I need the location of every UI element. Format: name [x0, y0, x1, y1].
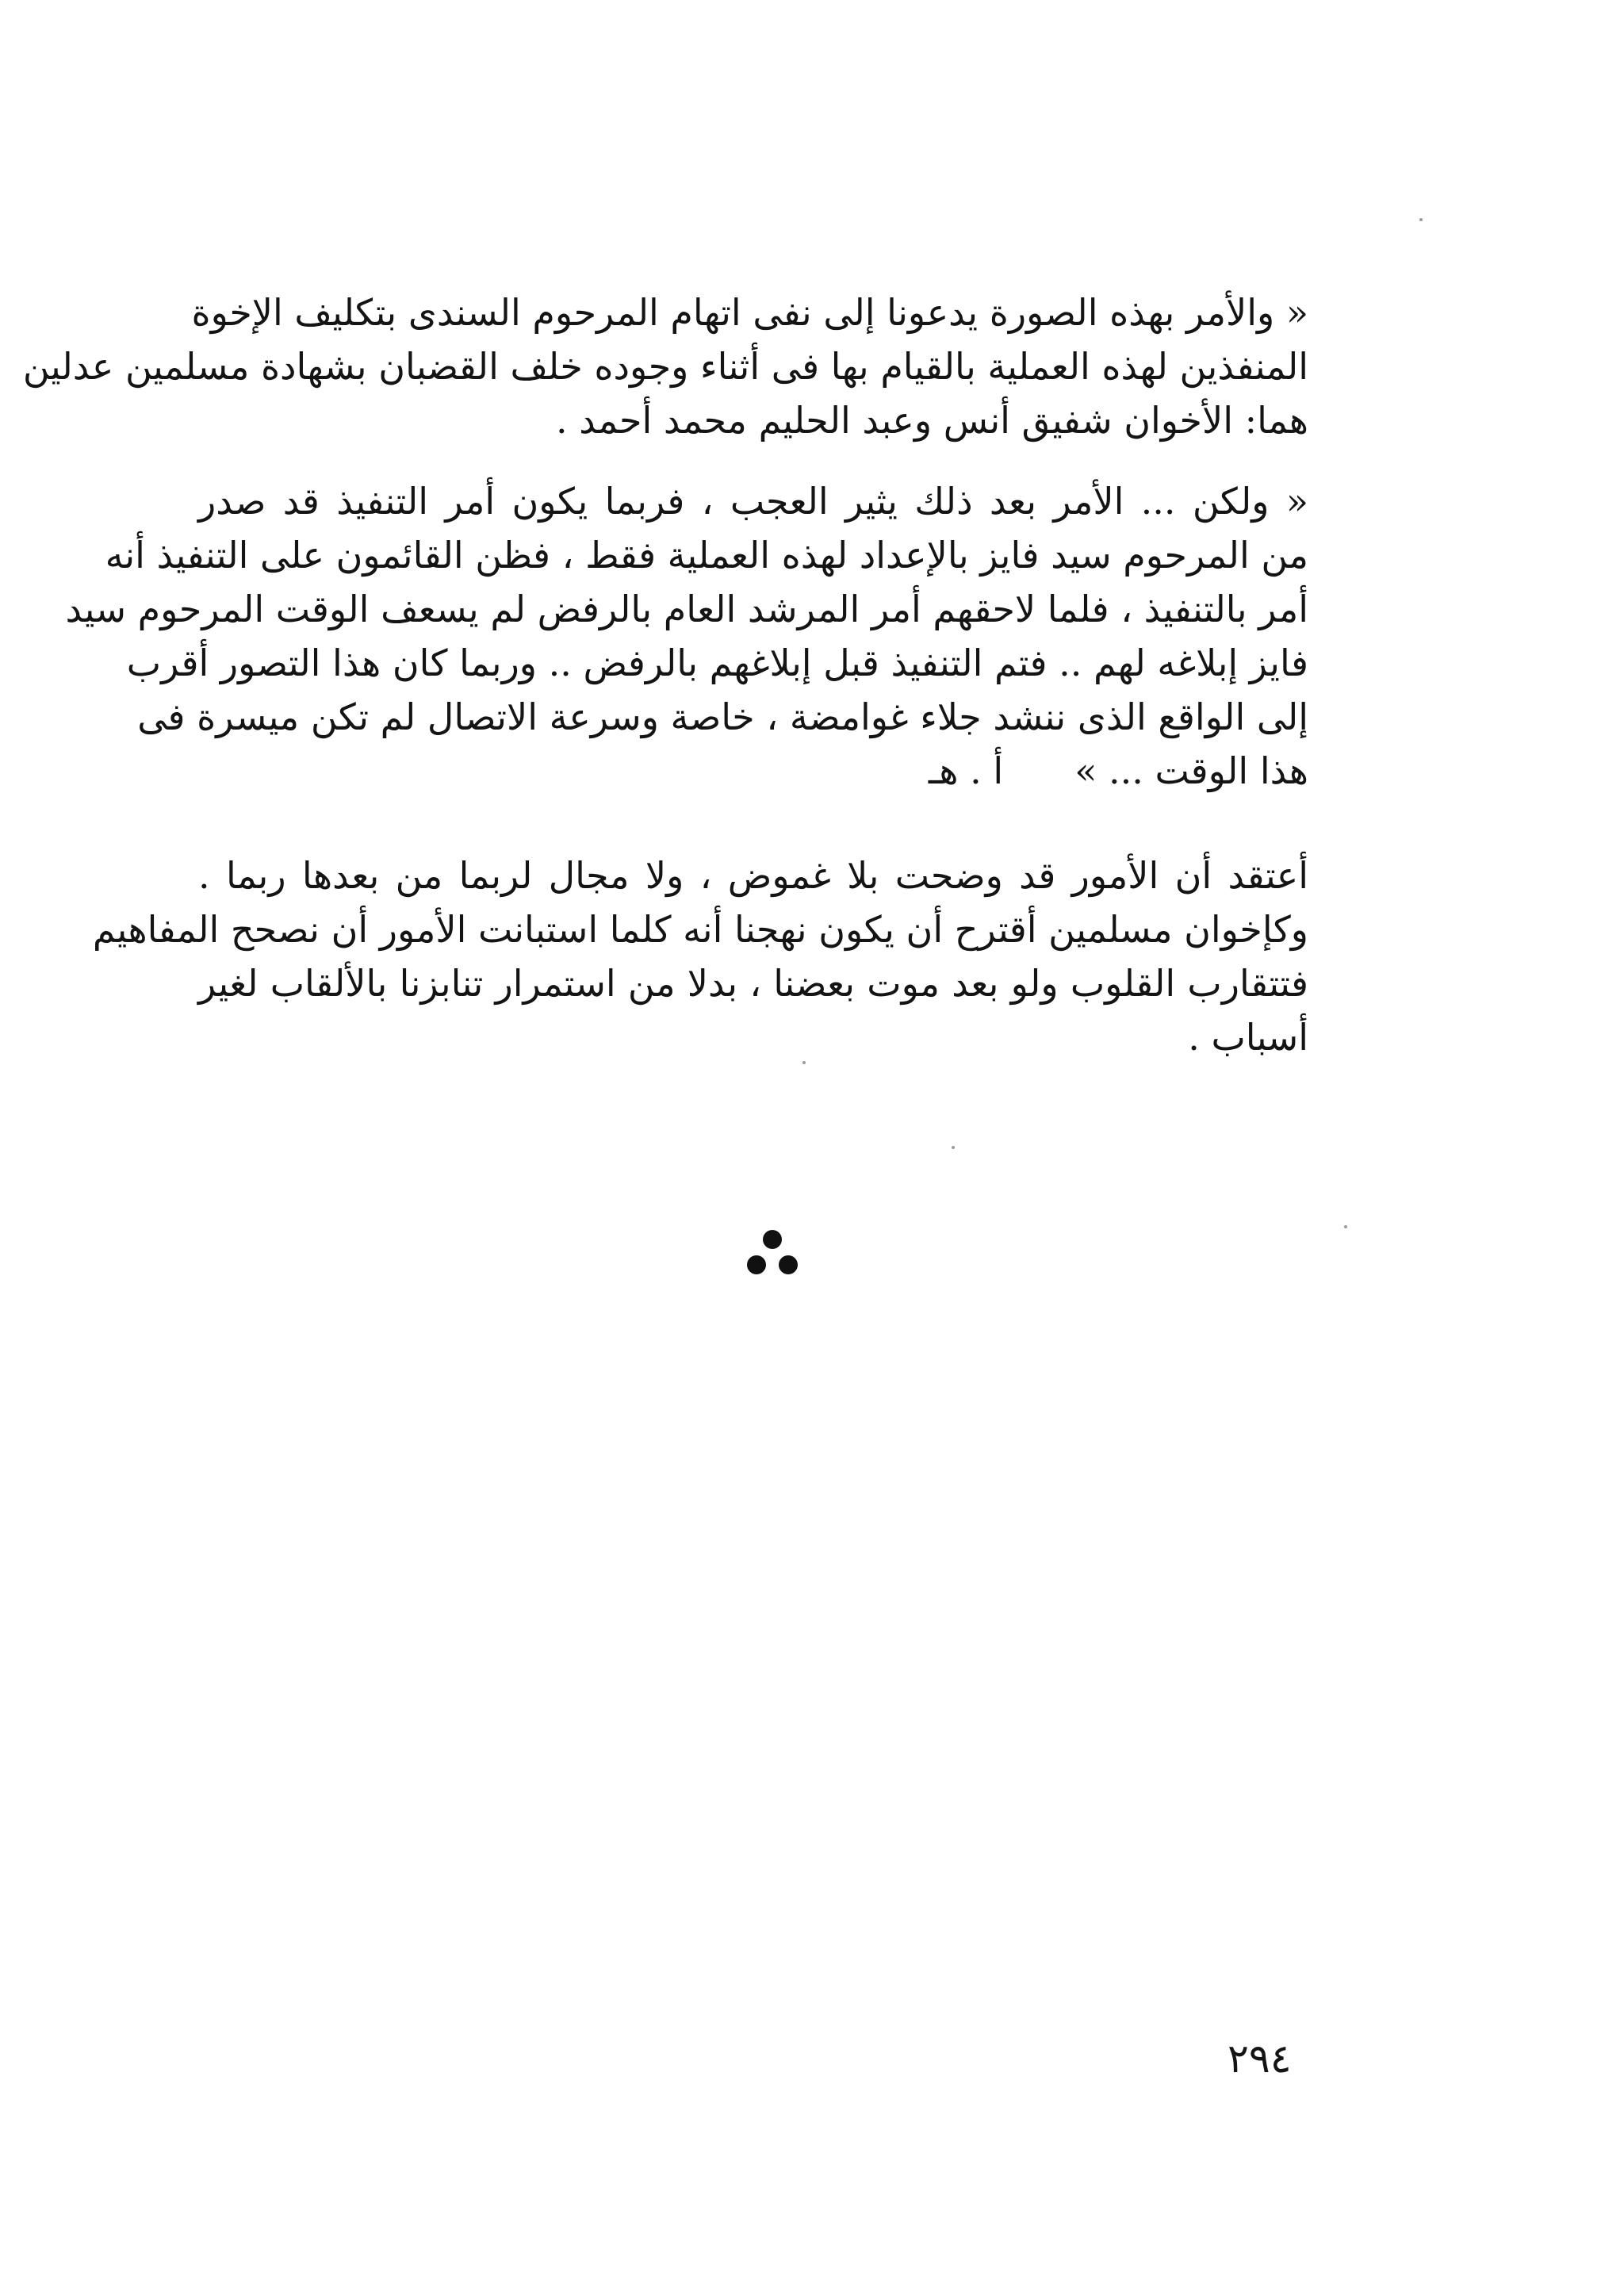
- text-line: أمر بالتنفيذ ، فلما لاحقهم أمر المرشد العام بالرفض لم يسعف الوقت المرحوم سيد: [65, 588, 1308, 630]
- quote-signoff: أ . هـ: [928, 749, 1004, 792]
- text-line: وكإخوان مسلمين أقترح أن يكون نهجنا أنه كلما استبانت الأمور أن نصحح المفاهيم: [92, 908, 1308, 951]
- text-line: إلى الواقع الذى ننشد جلاء غوامضة ، خاصة وسرعة الاتصال لم تكن ميسرة فى: [137, 695, 1308, 738]
- ornament-dot: [747, 1255, 766, 1274]
- quoted-paragraph-2: [65, 474, 1308, 798]
- ornament-dot: [763, 1230, 782, 1249]
- quote-closing-text: هذا الوقت ... »: [1074, 749, 1308, 792]
- text-line: فتتقارب القلوب ولو بعد موت بعضنا ، بدلا من استمرار تنابزنا بالألقاب لغير: [198, 962, 1308, 1005]
- scan-speck: [1419, 218, 1423, 221]
- text-line: أسباب .: [1188, 1016, 1308, 1059]
- scan-speck: [802, 1061, 806, 1064]
- quoted-paragraph-1: [22, 285, 1308, 447]
- text-line: فايز إبلاغه لهم .. فتم التنفيذ قبل إبلاغهم بالرفض .. وربما كان هذا التصور أقرب: [126, 642, 1308, 684]
- text-line: هما: الأخوان شفيق أنس وعبد الحليم محمد أحمد .: [556, 399, 1308, 442]
- page-number: ٢٩٤: [1228, 2036, 1292, 2082]
- text-line: من المرحوم سيد فايز بالإعداد لهذه العملية فقط ، فظن القائمون على التنفيذ أنه: [105, 534, 1308, 577]
- ornament-dot: [779, 1255, 798, 1274]
- text-line: « والأمر بهذه الصورة يدعونا إلى نفى اتهام المرحوم السندى بتكليف الإخوة: [191, 291, 1308, 334]
- text-line: « ولكن ... الأمر بعد ذلك يثير العجب ، فربما يكون أمر التنفيذ قد صدر: [198, 480, 1308, 523]
- scan-speck: [952, 1146, 955, 1149]
- author-paragraph: [92, 849, 1308, 1064]
- scan-speck: [1344, 1225, 1347, 1228]
- text-line: المنفذين لهذه العملية بالقيام بها فى أثناء وجوده خلف القضبان بشهادة مسلمين عدلين: [22, 345, 1308, 388]
- quote-closing-line: [198, 744, 1308, 798]
- text-line: أعتقد أن الأمور قد وضحت بلا غموض ، ولا مجال لربما من بعدها ربما .: [198, 854, 1308, 897]
- three-dots-ornament-icon: [741, 1225, 804, 1281]
